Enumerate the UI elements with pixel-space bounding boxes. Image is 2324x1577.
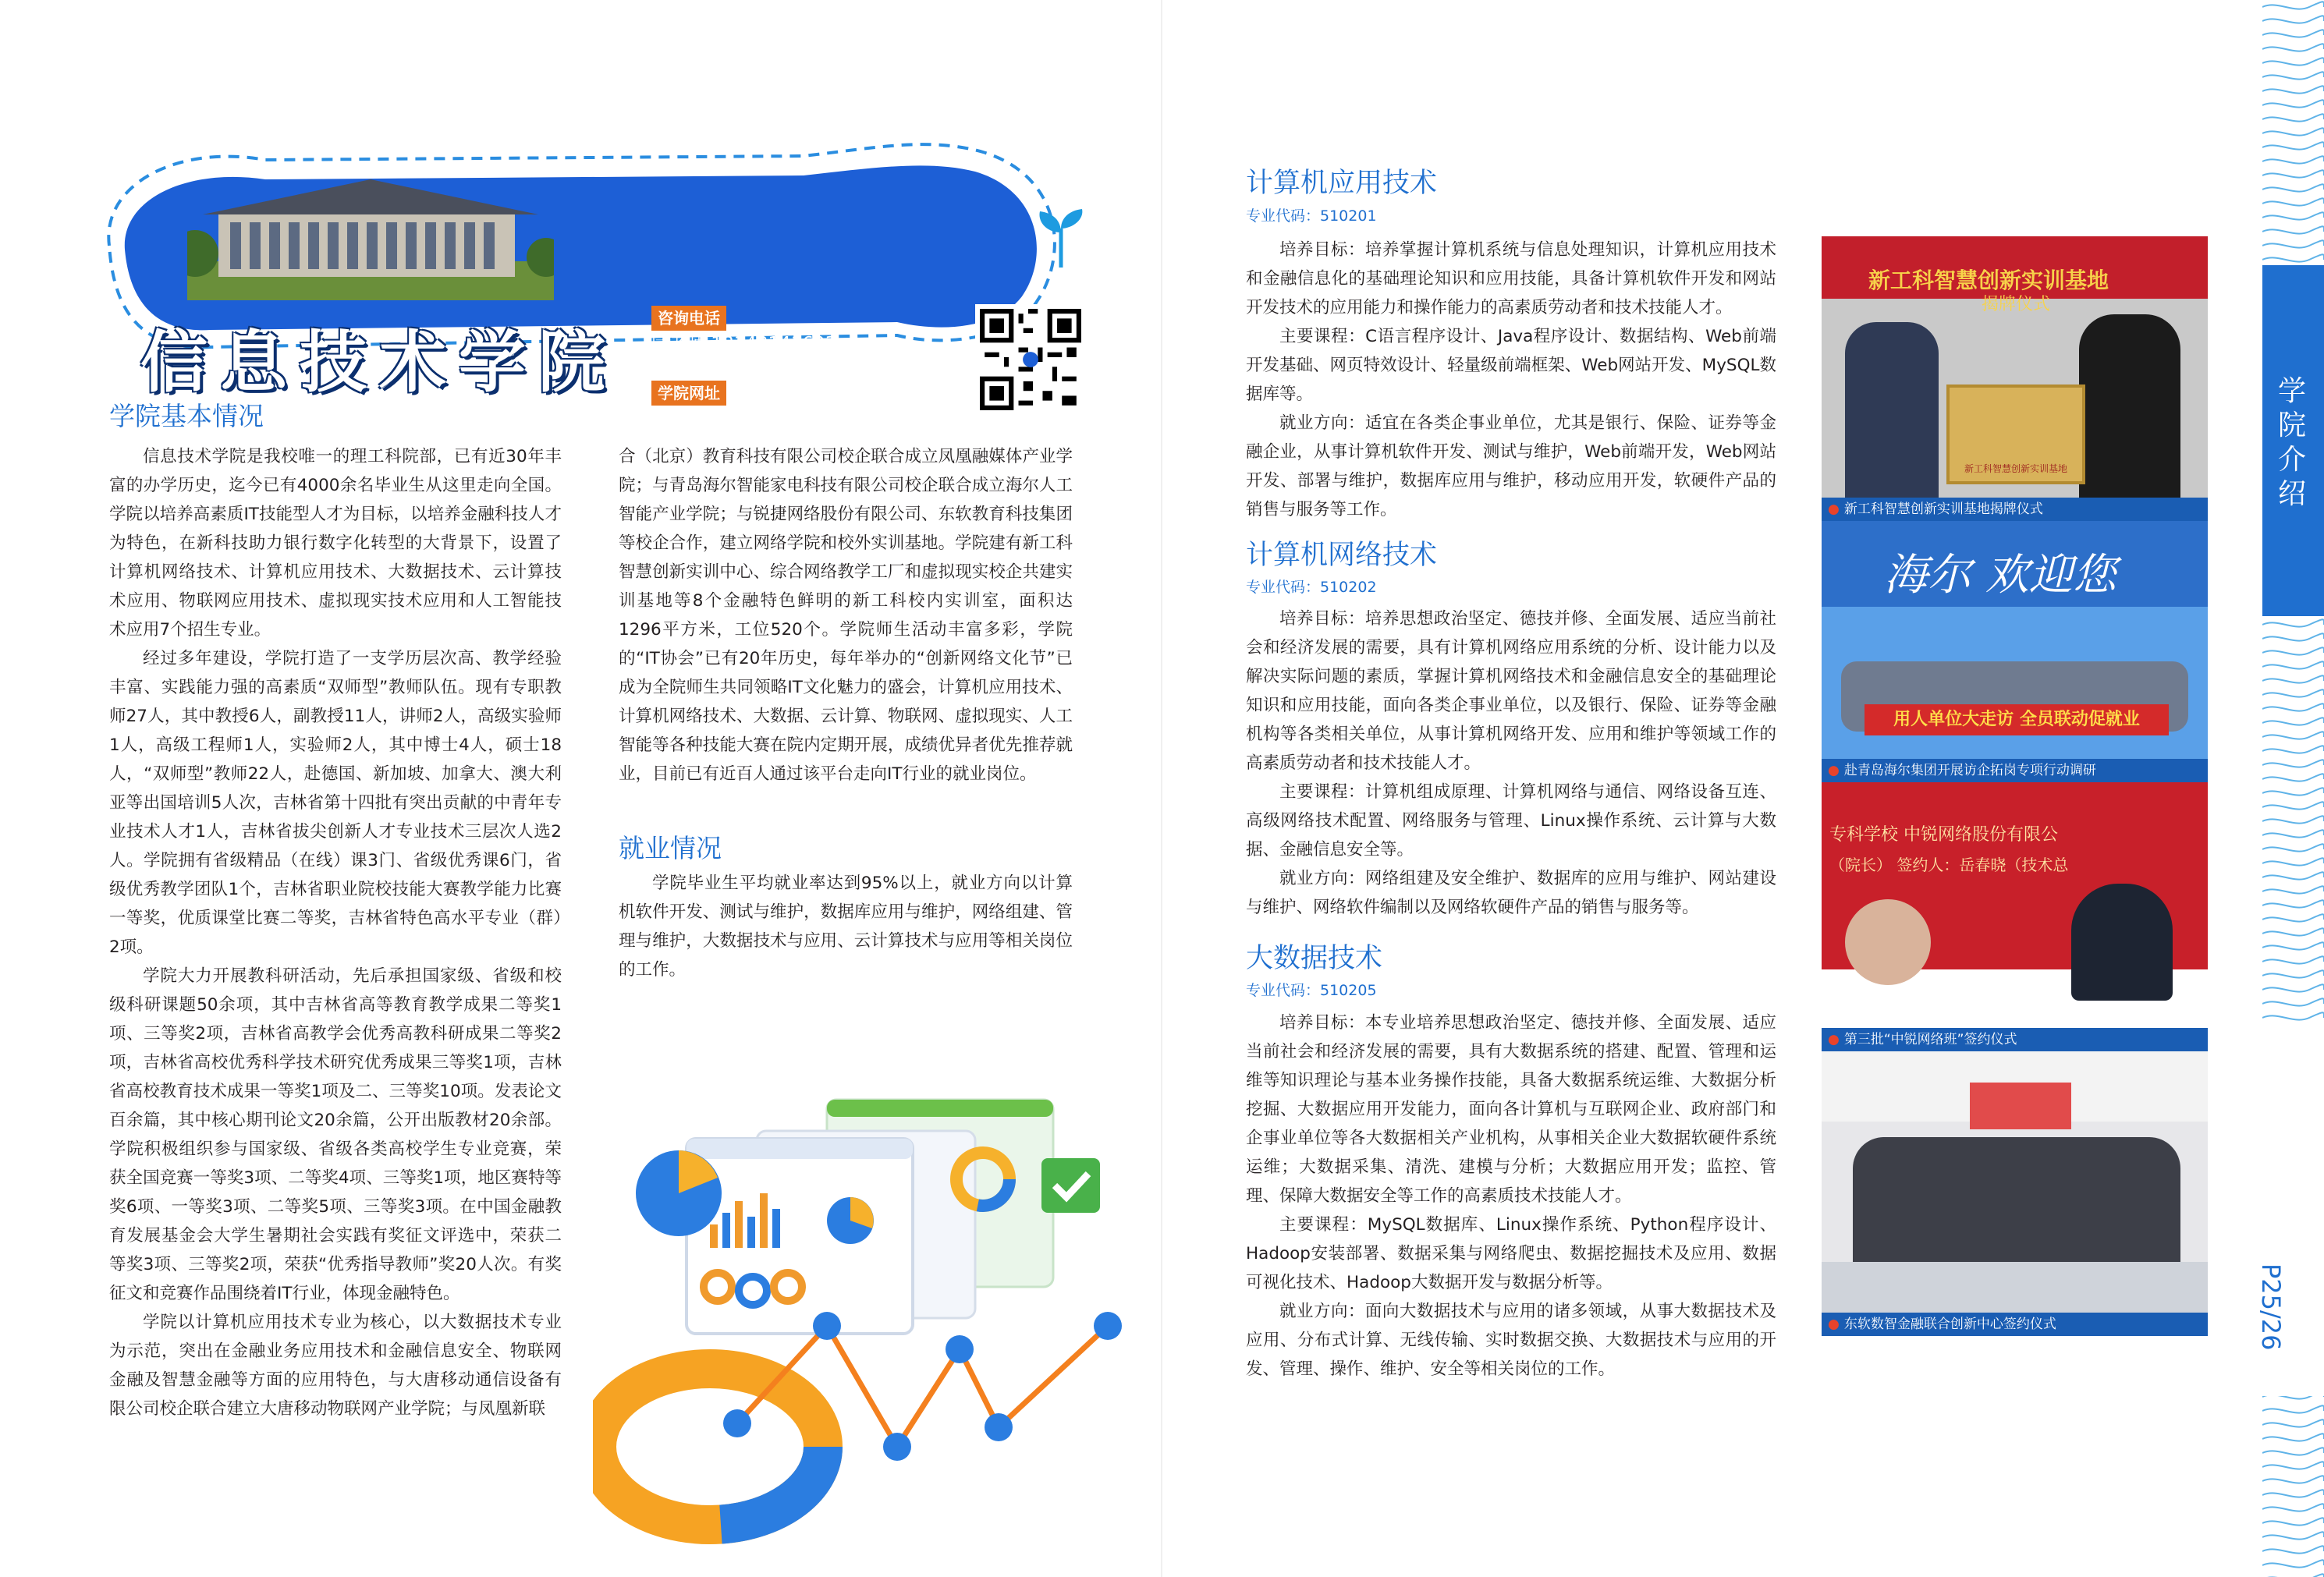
major-title: 大数据技术	[1246, 943, 1383, 974]
major-code: 专业代码：510201	[1246, 207, 1377, 225]
caption-text: 第三批“中锐网络班”签约仪式	[1843, 1032, 2017, 1047]
contact-phone-2: 戚老师 17743481802	[651, 357, 837, 377]
caption-text: 赴青岛海尔集团开展访企拓岗专项行动调研	[1843, 763, 2096, 778]
overview-column-2	[619, 442, 1073, 788]
photo-neusoft-signing	[1822, 1051, 2208, 1336]
caption-text: 新工科智慧创新实训基地揭牌仪式	[1843, 501, 2043, 517]
photo-banner-text-2: （院长） 签约人：岳春晓（技术总	[1829, 856, 2069, 874]
overview-column-1	[109, 442, 562, 1423]
employment-text	[619, 869, 1073, 984]
contact-phone-1: 闫老师 18143141693	[651, 334, 837, 354]
major-paragraph: 培养目标：本专业培养思想政治坚定、德技并修、全面发展、适应当前社会和经济发展的需要，具有大数据系统的搭建、配置、管理和运维等知识理论与基本业务操作技能，具备大数据系统运维、大数据分析挖掘、大数据应用开发能力，面向各计算机与互联网企业、政府部门和企事业单位等各大数据相关产业机构，从事相关企业大数据软硬件系统运维；大数据采集、清洗、建模与分析；大数据应用开发；监控、管理、保障大数据安全等工作的高素质技术技能人才。	[1246, 1013, 1776, 1206]
photo-plaque-unveiling	[1822, 236, 2208, 521]
photo-caption: ● 新工科智慧创新实训基地揭牌仪式	[1822, 498, 2208, 521]
page-fold	[1161, 0, 1162, 1577]
major-code: 专业代码：510202	[1246, 579, 1377, 596]
major-description	[1246, 1008, 1776, 1384]
website-url[interactable]: https://www.cigz.edu.cn/xxjsxy/	[651, 409, 935, 429]
data-analytics-illustration	[593, 1092, 1123, 1544]
major-description	[1246, 604, 1776, 922]
major-title: 计算机网络技术	[1246, 540, 1438, 571]
photo-caption: ● 赴青岛海尔集团开展访企拓岗专项行动调研	[1822, 759, 2208, 782]
major-paragraph: 主要课程：计算机组成原理、计算机网络与通信、网络设备互连、高级网络技术配置、网络服务与管理、Linux操作系统、云计算与大数据、金融信息安全等。	[1246, 782, 1776, 859]
major-paragraph: 主要课程：C语言程序设计、Java程序设计、数据结构、Web前端开发基础、网页特效设计、轻量级前端框架、Web网站开发、MySQL数据库等。	[1246, 327, 1776, 404]
campus-building-image	[187, 168, 554, 300]
section-side-label: 学院介绍	[2277, 375, 2306, 510]
section-title-employment: 就业情况	[619, 833, 722, 863]
photo-caption: ● 第三批“中锐网络班”签约仪式	[1822, 1028, 2208, 1051]
overview-paragraph: 信息技术学院是我校唯一的理工科院部，已有近30年丰富的办学历史，迄今已有4000余名毕业生从这里走向全国。学院以培养高素质IT技能型人才为目标，以培养金融科技人才为特色，在新科技助力银行数字化转型的大背景下，设置了计算机网络技术、计算机应用技术、大数据技术、云计算技术应用、物联网应用技术、虚拟现实技术应用和人工智能技术应用7个招生专业。	[109, 447, 562, 640]
contact-label: 咨询电话	[651, 306, 726, 331]
photo-haier-visit	[1822, 521, 2208, 782]
photo-banner-text: 海尔 欢迎您	[1884, 550, 2116, 601]
caption-text: 东软数智金融联合创新中心签约仪式	[1843, 1317, 2056, 1332]
photo-banner-text: 新工科智慧创新实训基地	[1868, 268, 2109, 293]
photo-banner-text-2: 用人单位大走访 全员联动促就业	[1865, 704, 2169, 735]
sprout-icon	[1034, 205, 1088, 268]
contact-info	[651, 304, 935, 431]
photo-signing-ceremony	[1822, 782, 2208, 1051]
qr-code-icon[interactable]	[975, 304, 1086, 415]
overview-paragraph-continued: 合（北京）教育科技有限公司校企联合成立凤凰融媒体产业学院；与青岛海尔智能家电科技有限公司校企联合成立海尔人工智能产业学院；与锐捷网络股份有限公司、东软教育科技集团等校企合作，建立网络学院和校外实训基地。学院建有新工科智慧创新实训中心、综合网络教学工厂和虚拟现实校企共建实训基地等8个金融特色鲜明的新工科校内实训室，面积达1296平方米，工位520个。学院师生活动丰富多彩，学院的“IT协会”已有20年历史，每年举办的“创新网络文化节”已成为全院师生共同领略IT文化魅力的盛会，计算机应用技术、计算机网络技术、大数据、云计算、物联网、虚拟现实、人工智能等各种技能大赛在院内定期开展，成绩优异者优先推荐就业，目前已有近百人通过该平台走向IT行业的就业岗位。	[619, 447, 1073, 784]
major-paragraph: 主要课程：MySQL数据库、Linux操作系统、Python程序设计、Hadoop安装部署、数据采集与网络爬虫、数据挖掘技术及应用、数据可视化技术、Hadoop大数据开发与数据分析等。	[1246, 1215, 1776, 1292]
section-title-overview: 学院基本情况	[109, 401, 264, 431]
major-paragraph: 就业方向：适宜在各类企事业单位，尤其是银行、保险、证券等金融企业，从事计算机软件开发、测试与维护，Web前端开发，Web网站开发、部署与维护，数据库应用与维护，移动应用开发，软硬件产品的销售与服务等工作。	[1246, 413, 1776, 519]
overview-paragraph: 经过多年建设，学院打造了一支学历层次高、教学经验丰富、实践能力强的高素质“双师型”教师队伍。现有专职教师27人，其中教授6人，副教授11人，讲师2人，高级实验师1人，高级工程师1人，实验师2人，其中博士4人，硕士18人，“双师型”教师22人，赴德国、新加坡、加拿大、澳大利亚等出国培训5人次，吉林省第十四批有突出贡献的中青年专业技术人才1人，吉林省拔尖创新人才专业技术三层次人选2人。学院拥有省级精品（在线）课3门、省级优秀课6门，省级优秀教学团队1个，吉林省职业院校技能大赛教学能力比赛一等奖，优质课堂比赛二等奖，吉林省特色高水平专业（群）2项。	[109, 649, 562, 957]
website-label: 学院网址	[651, 381, 726, 406]
college-title: 信息技术学院	[140, 323, 618, 402]
plaque-text: 新工科智慧创新实训基地	[1964, 463, 2067, 474]
photo-banner-text-2: 揭牌仪式	[1982, 295, 2051, 314]
page-number: P25/26	[2256, 1263, 2286, 1351]
major-code: 专业代码：510205	[1246, 982, 1377, 999]
major-paragraph: 培养目标：培养掌握计算机系统与信息处理知识，计算机应用技术和金融信息化的基础理论知识和应用技能，具备计算机软件开发和网站开发技术的应用能力和操作能力的高素质劳动者和技术技能人才。	[1246, 240, 1776, 317]
employment-paragraph: 学院毕业生平均就业率达到95%以上，就业方向以计算机软件开发、测试与维护，数据库应用与维护，网络组建、管理与维护，大数据技术与应用、云计算技术与应用等相关岗位的工作。	[619, 874, 1073, 980]
photo-banner-text: 专科学校 中锐网络股份有限公	[1829, 825, 2058, 845]
overview-paragraph: 学院大力开展教科研活动，先后承担国家级、省级和校级科研课题50余项，其中吉林省高等教育教学成果二等奖1项、三等奖2项，吉林省高教学会优秀高教科研成果二等奖2项，吉林省高校优秀科学技术研究优秀成果三等奖1项，吉林省高校教育技术成果一等奖1项及二、三等奖10项。发表论文百余篇，其中核心期刊论文20余篇，公开出版教材20余部。学院积极组织参与国家级、省级各类高校学生专业竞赛，荣获全国竞赛一等奖3项、二等奖4项、三等奖1项，地区赛特等奖6项、一等奖3项、二等奖5项、三等奖3项。在中国金融教育发展基金会大学生暑期社会实践有奖征文评选中，荣获二等奖3项、三等奖2项，荣获“优秀指导教师”奖20人次。有奖征文和竞赛作品围绕着IT行业，体现金融特色。	[109, 966, 562, 1303]
major-description	[1246, 236, 1776, 524]
major-title: 计算机应用技术	[1246, 168, 1438, 199]
major-paragraph: 就业方向：网络组建及安全维护、数据库的应用与维护、网站建设与维护、网络软件编制以及网络软硬件产品的销售与服务等。	[1246, 869, 1776, 917]
overview-paragraph: 学院以计算机应用技术专业为核心，以大数据技术专业为示范，突出在金融业务应用技术和金融信息安全、物联网金融及智慧金融等方面的应用特色，与大唐移动通信设备有限公司校企联合建立大唐移动物联网产业学院；与凤凰新联	[109, 1313, 562, 1419]
photo-caption: ● 东软数智金融联合创新中心签约仪式	[1822, 1313, 2208, 1336]
major-paragraph: 就业方向：面向大数据技术与应用的诸多领域，从事大数据技术及应用、分布式计算、无线传输、实时数据交换、大数据技术与应用的开发、管理、操作、维护、安全等相关岗位的工作。	[1246, 1302, 1776, 1379]
major-paragraph: 培养目标：培养思想政治坚定、德技并修、全面发展、适应当前社会和经济发展的需要，具有计算机网络应用系统的分析、设计能力以及解决实际问题的素质，掌握计算机网络技术和金融信息安全的基础理论知识和应用技能，面向各类企事业单位，以及银行、保险、证券等金融机构等各类相关单位，从事计算机网络开发、应用和维护等领域工作的高素质劳动者和技术技能人才。	[1246, 609, 1776, 773]
